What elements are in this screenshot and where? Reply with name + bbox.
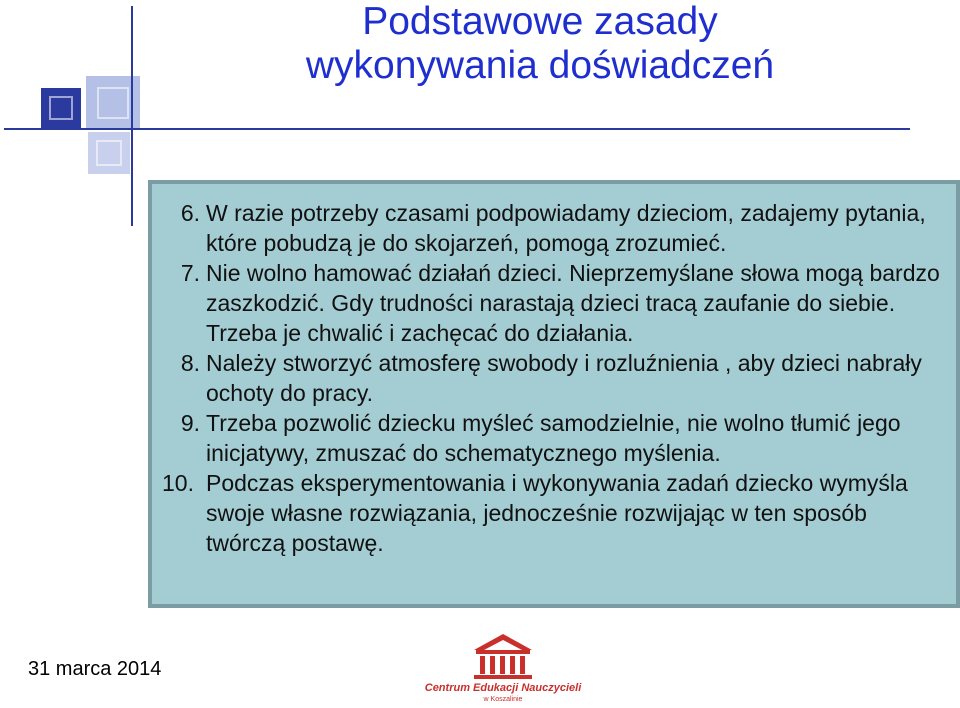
slide-date: 31 marca 2014 [28, 658, 162, 680]
slide-title [160, 0, 920, 88]
building-icon [414, 630, 592, 682]
title-line-1: Podstawowe zasady [362, 0, 718, 43]
decorative-square-pale [88, 132, 130, 174]
logo-text: Centrum Edukacji Nauczycieli [424, 682, 582, 694]
list-item-number: 6. [180, 200, 200, 226]
vertical-accent-line [131, 6, 133, 226]
list-item-text: Należy stworzyć atmosferę swobody i rozluźnienia , aby dzieci nabrały ochoty do pracy. [206, 350, 922, 406]
content-box [148, 180, 960, 608]
horizontal-accent-line [4, 128, 910, 130]
list-item-text: Podczas eksperymentowania i wykonywania zadań dziecko wymyśla swoje własne rozwiązania, jednocześnie rozwijając w ten sposób twórczą postawę. [206, 470, 908, 556]
list-item [162, 348, 952, 408]
list-item [162, 258, 952, 348]
list-item-number: 10. [162, 470, 194, 496]
numbered-list [162, 198, 952, 558]
institution-logo [414, 630, 592, 708]
list-item-text: W razie potrzeby czasami podpowiadamy dzieciom, zadajemy pytania, które pobudzą je do skojarzeń, pomogą zrozumieć. [206, 200, 926, 256]
list-item [162, 468, 952, 558]
title-line-2: wykonywania doświadczeń [305, 44, 775, 87]
list-item [162, 198, 952, 258]
logo-subtext: w Koszalinie [483, 696, 523, 703]
decorative-square-dark [41, 88, 81, 128]
list-item-text: Nie wolno hamować działań dzieci. Nieprzemyślane słowa mogą bardzo zaszkodzić. Gdy trudności narastają dzieci tracą zaufanie do siebie. Trzeba je chwalić i zachęcać do działania. [206, 260, 940, 346]
list-item-number: 7. [180, 260, 200, 286]
list-item-number: 8. [180, 350, 200, 376]
list-item-number: 9. [180, 410, 200, 436]
list-item-text: Trzeba pozwolić dziecku myśleć samodzielnie, nie wolno tłumić jego inicjatywy, zmuszać do schematycznego myślenia. [206, 410, 901, 466]
list-item [162, 408, 952, 468]
